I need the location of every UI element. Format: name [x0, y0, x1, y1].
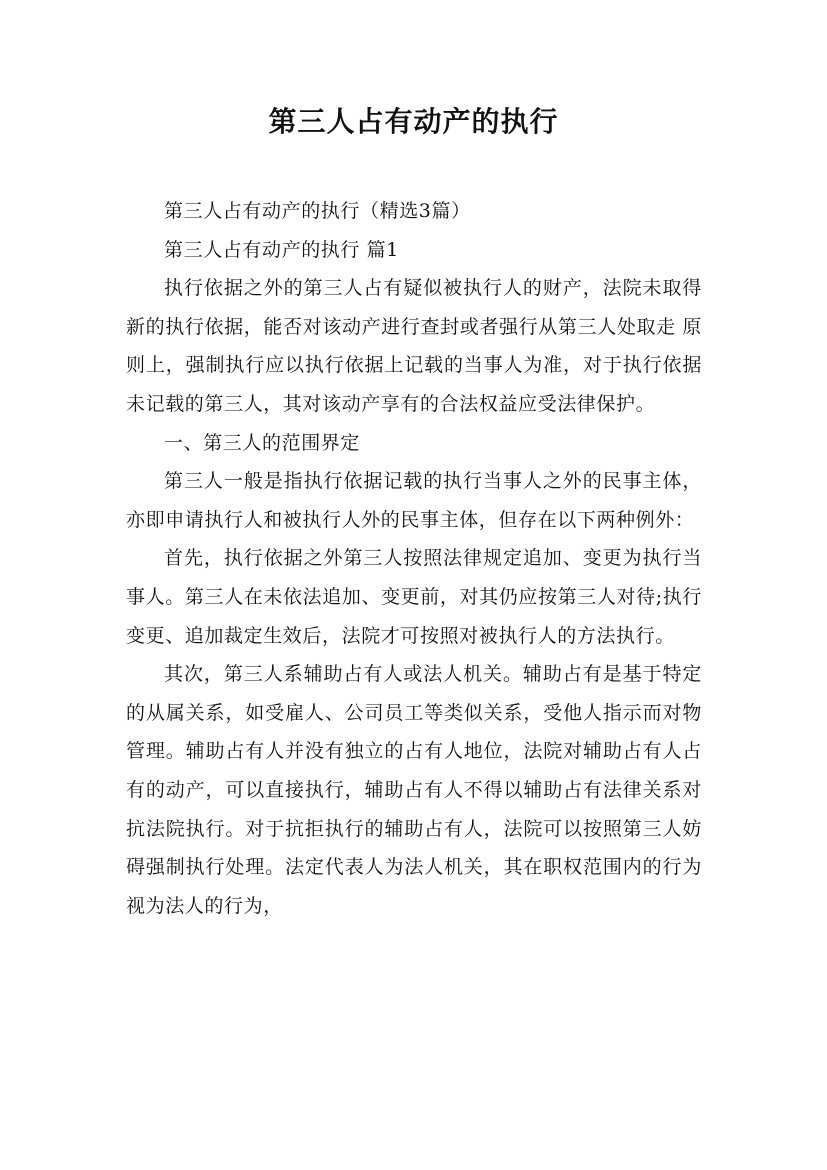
paragraph: 首先，执行依据之外第三人按照法律规定追加、变更为执行当事人。第三人在未依法追加、变更前，对其仍应按第三人对待;执行变更、追加裁定生效后，法院才可按照对被执行人的方法执行。 [126, 547, 702, 647]
document-body [126, 192, 702, 925]
paragraph: 第三人一般是指执行依据记载的执行当事人之外的民事主体，亦即申请执行人和被执行人外的民事主体，但存在以下两种例外： [126, 470, 702, 531]
paragraph-section-heading: 第三人占有动产的执行 篇1 [164, 238, 399, 261]
document-title: 第三人占有动产的执行 [268, 105, 559, 138]
paragraph: 其次，第三人系辅助占有人或法人机关。辅助占有是基于特定的从属关系，如受雇人、公司员工等类似关系，受他人指示而对物管理。辅助占有人并没有独立的占有人地位，法院对辅助占有人占有的动产，可以直接执行，辅助占有人不得以辅助占有法律关系对抗法院执行。对于抗拒执行的辅助占有人，法院可以按照第三人妨碍强制执行处理。法定代表人为法人机关，其在职权范围内的行为视为法人的行为， [126, 663, 702, 917]
paragraph-heading: 一、第三人的范围界定 [164, 431, 361, 454]
paragraph: 执行依据之外的第三人占有疑似被执行人的财产，法院未取得新的执行依据，能否对该动产进行查封或者强行从第三人处取走 原则上，强制执行应以执行依据上记载的当事人为准，对于执行依据未记载的第三人，其对该动产享有的合法权益应受法律保护。 [126, 277, 702, 415]
paragraph-subtitle: 第三人占有动产的执行（精选3篇） [164, 200, 471, 222]
